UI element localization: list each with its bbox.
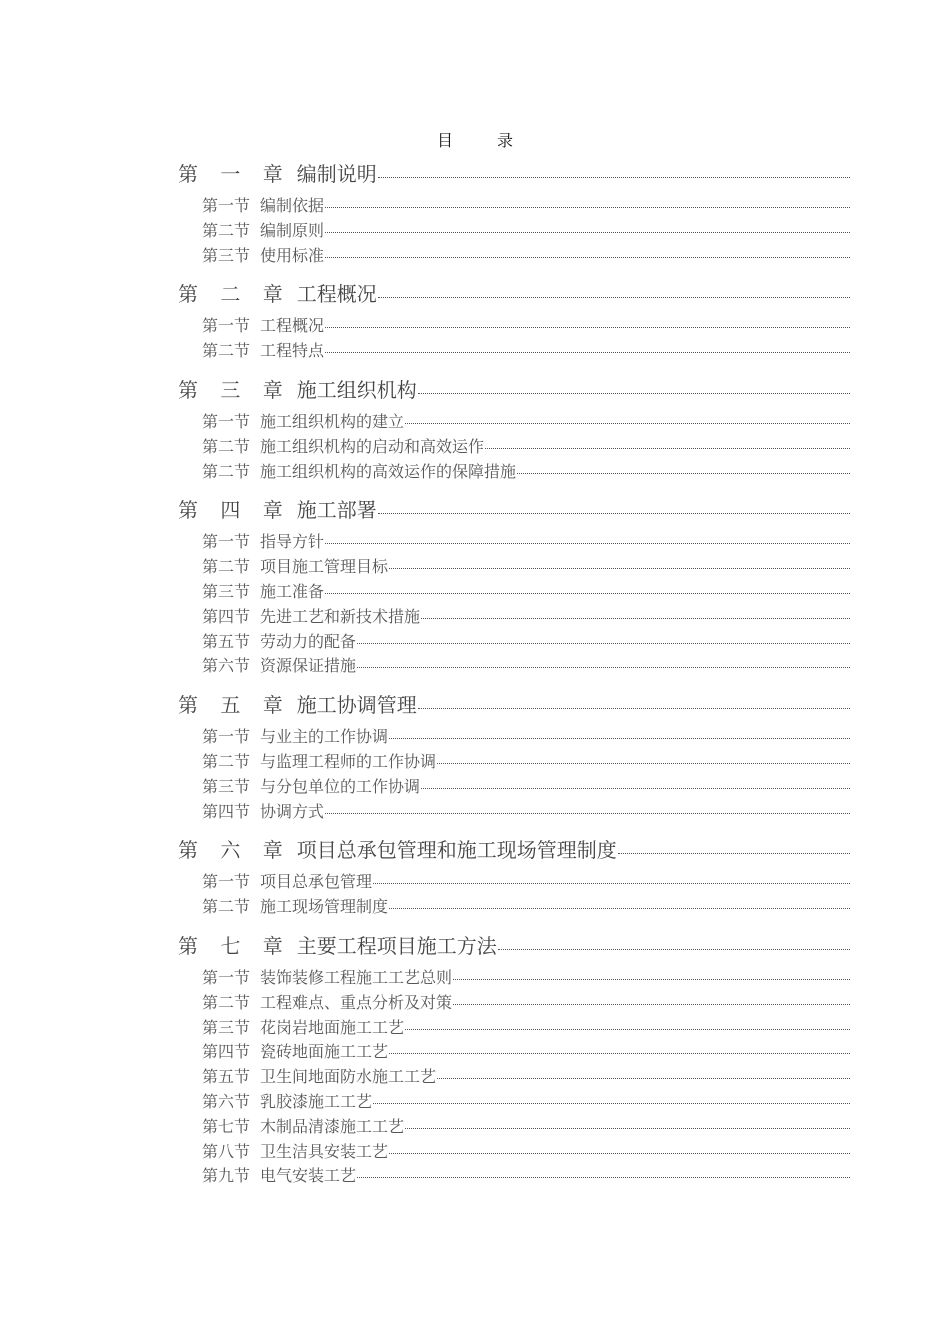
dot-leader [389,738,850,739]
chapter-label: 第 三 章 [178,377,291,402]
dot-leader [437,1078,850,1079]
section-label: 第九节 [202,1166,251,1186]
toc-section-2-1[interactable] [178,314,850,339]
dot-leader [498,949,850,950]
section-label: 第四节 [202,606,251,626]
toc-section-1-3[interactable] [178,244,850,269]
section-label: 第七节 [202,1116,251,1136]
chapter-label: 第 二 章 [178,282,291,307]
toc-chapter-7[interactable] [178,934,850,958]
section-label: 第一节 [202,196,251,215]
section-title: 劳动力的配备 [260,631,357,651]
dot-leader [485,448,850,449]
dot-leader [325,813,850,814]
toc-section-7-1[interactable] [178,966,850,991]
toc-section-4-3[interactable] [178,580,850,605]
toc-section-7-7[interactable] [178,1115,850,1140]
dot-leader [618,853,850,854]
toc-chapter-5[interactable] [178,693,850,717]
dot-leader [325,207,850,208]
toc-section-3-2[interactable] [178,435,850,460]
section-title: 编制原则 [260,220,325,240]
toc-chapter-2[interactable] [178,282,850,306]
section-label: 第三节 [202,245,251,265]
section-title: 瓷砖地面施工工艺 [260,1042,389,1062]
section-title: 施工组织机构的高效运作的保障措施 [260,461,517,481]
dot-leader [517,473,850,474]
section-label: 第一节 [202,532,251,552]
section-label: 第一节 [202,872,251,892]
dot-leader [357,643,850,644]
toc-section-4-1[interactable] [178,530,850,555]
toc-section-7-2[interactable] [178,991,850,1016]
section-title: 指导方针 [260,532,325,552]
section-title: 编制依据 [260,196,325,215]
section-title: 木制品清漆施工工艺 [260,1116,405,1136]
toc-section-6-2[interactable] [178,895,850,920]
toc-section-5-2[interactable] [178,750,850,775]
toc-section-2-2[interactable] [178,339,850,364]
toc-section-7-8[interactable] [178,1140,850,1165]
table-of-contents [178,158,850,1189]
dot-leader [418,393,850,394]
section-title: 项目施工管理目标 [260,557,389,577]
chapter-title: 工程概况 [296,282,377,307]
section-title: 卫生间地面防水施工工艺 [260,1067,437,1087]
chapter-title: 施工组织机构 [296,377,417,402]
toc-section-5-1[interactable] [178,725,850,750]
dot-leader [389,908,850,909]
toc-section-4-5[interactable] [178,630,850,655]
section-label: 第四节 [202,1042,251,1062]
section-label: 第六节 [202,1091,251,1111]
toc-chapter-3[interactable] [178,378,850,402]
toc-section-7-4[interactable] [178,1040,850,1065]
dot-leader [421,788,850,789]
section-title: 装饰装修工程施工工艺总则 [260,967,453,987]
toc-section-4-2[interactable] [178,555,850,580]
section-title: 与业主的工作协调 [260,727,389,747]
section-label: 第二节 [202,557,251,577]
toc-section-6-1[interactable] [178,870,850,895]
dot-leader [389,1153,850,1154]
toc-section-3-1[interactable] [178,410,850,435]
section-label: 第三节 [202,1017,251,1037]
section-label: 第三节 [202,776,251,796]
section-label: 第二节 [202,897,251,917]
toc-section-7-5[interactable] [178,1065,850,1090]
toc-section-5-4[interactable] [178,800,850,825]
dot-leader [378,297,850,298]
section-title: 工程特点 [260,341,325,361]
dot-leader [453,1004,850,1005]
section-title: 花岗岩地面施工工艺 [260,1017,405,1037]
section-label: 第一节 [202,411,251,431]
section-label: 第一节 [202,316,251,336]
dot-leader [325,232,850,233]
dot-leader [389,568,850,569]
section-title: 施工准备 [260,581,325,601]
dot-leader [357,667,850,668]
toc-section-7-6[interactable] [178,1090,850,1115]
dot-leader [405,423,850,424]
toc-section-7-9[interactable] [178,1164,850,1189]
section-label: 第二节 [202,341,251,361]
chapter-label: 第 七 章 [178,933,291,958]
dot-leader [378,177,850,178]
section-label: 第二节 [202,436,251,456]
section-title: 施工现场管理制度 [260,897,389,917]
dot-leader [357,1177,850,1178]
dot-leader [453,979,850,980]
dot-leader [405,1128,850,1129]
dot-leader [405,1029,850,1030]
chapter-label: 第 四 章 [178,498,291,523]
section-label: 第二节 [202,461,251,481]
dot-leader [418,708,850,709]
section-label: 第五节 [202,631,251,651]
chapter-label: 第 六 章 [178,838,291,863]
dot-leader [421,618,850,619]
section-title: 协调方式 [260,801,325,821]
section-label: 第二节 [202,751,251,771]
section-label: 第一节 [202,967,251,987]
dot-leader [389,1053,850,1054]
dot-leader [325,257,850,258]
toc-chapter-6[interactable] [178,838,850,862]
dot-leader [437,763,850,764]
section-label: 第二节 [202,220,251,240]
section-label: 第五节 [202,1067,251,1087]
toc-chapter-4[interactable] [178,498,850,522]
chapter-title: 项目总承包管理和施工现场管理制度 [296,838,617,863]
dot-leader [378,513,850,514]
section-title: 工程概况 [260,316,325,336]
dot-leader [325,327,850,328]
toc-section-7-3[interactable] [178,1016,850,1041]
section-label: 第四节 [202,801,251,821]
toc-section-5-3[interactable] [178,775,850,800]
toc-section-1-1[interactable] [178,194,850,219]
toc-section-4-6[interactable] [178,654,850,679]
section-title: 电气安装工艺 [260,1166,357,1186]
chapter-label: 第 一 章 [178,162,291,186]
toc-section-3-3[interactable] [178,460,850,485]
section-title: 乳胶漆施工工艺 [260,1091,373,1111]
section-title: 卫生洁具安装工艺 [260,1141,389,1161]
toc-chapter-1[interactable] [178,162,850,186]
section-label: 第二节 [202,992,251,1012]
dot-leader [373,883,850,884]
dot-leader [373,1103,850,1104]
chapter-title: 施工部署 [296,498,377,523]
section-title: 项目总承包管理 [260,872,373,892]
section-title: 先进工艺和新技术措施 [260,606,421,626]
section-label: 第六节 [202,656,251,676]
chapter-title: 主要工程项目施工方法 [296,933,497,958]
section-title: 工程难点、重点分析及对策 [260,992,453,1012]
section-title: 施工组织机构的启动和高效运作 [260,436,485,456]
section-title: 使用标准 [260,245,325,265]
dot-leader [325,593,850,594]
section-title: 与分包单位的工作协调 [260,776,421,796]
dot-leader [325,543,850,544]
chapter-title: 编制说明 [296,162,377,186]
dot-leader [325,352,850,353]
toc-title: 目 录 [436,131,527,150]
toc-section-1-2[interactable] [178,219,850,244]
section-label: 第三节 [202,581,251,601]
section-title: 资源保证措施 [260,656,357,676]
section-label: 第八节 [202,1141,251,1161]
chapter-label: 第 五 章 [178,693,291,718]
section-label: 第一节 [202,727,251,747]
section-title: 施工组织机构的建立 [260,411,405,431]
section-title: 与监理工程师的工作协调 [260,751,437,771]
chapter-title: 施工协调管理 [296,693,417,718]
toc-section-4-4[interactable] [178,605,850,630]
